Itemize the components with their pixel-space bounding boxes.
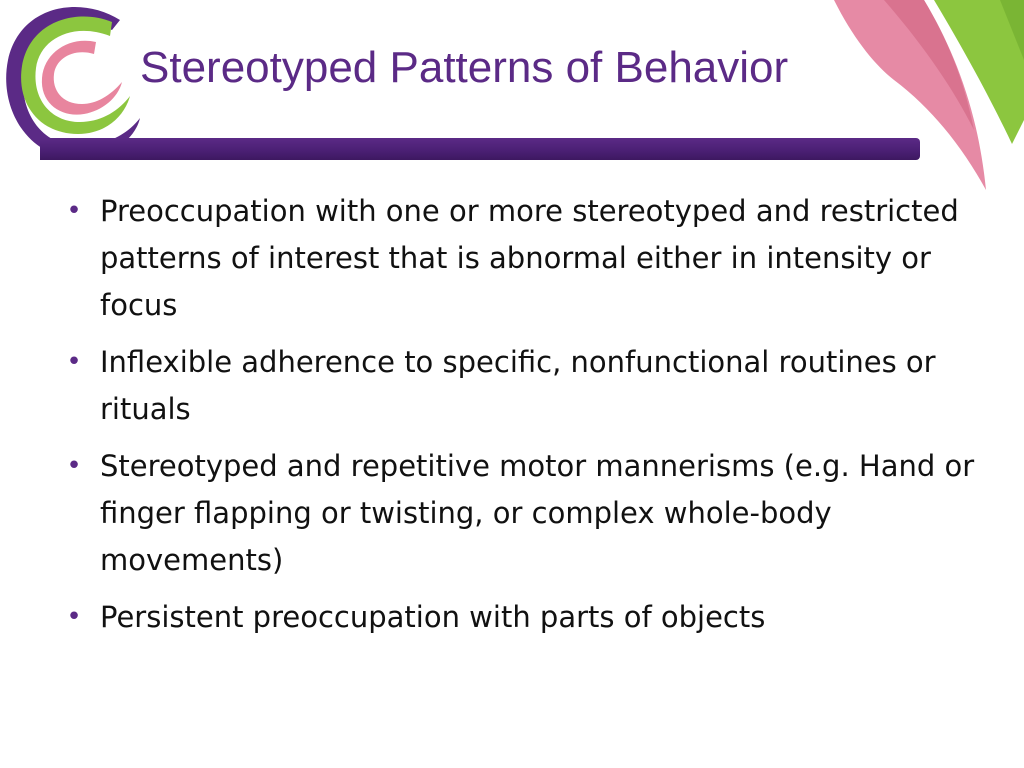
bullet-icon: • <box>66 347 82 377</box>
bullet-list <box>66 188 980 651</box>
bullet-text: Inflexible adherence to specific, nonfunctional routines or rituals <box>100 345 936 426</box>
list-item <box>66 443 980 584</box>
list-item <box>66 594 980 641</box>
list-item <box>66 188 980 329</box>
bullet-text: Persistent preoccupation with parts of objects <box>100 600 766 634</box>
bullet-text: Stereotyped and repetitive motor mannerisms (e.g. Hand or finger flapping or twisting, or complex whole-body movements) <box>100 449 975 577</box>
slide-title: Stereotyped Patterns of Behavior <box>140 43 789 92</box>
bullet-icon: • <box>66 196 82 226</box>
bullet-text: Preoccupation with one or more stereotyped and restricted patterns of interest that is abnormal either in intensity or focus <box>100 194 959 322</box>
bullet-icon: • <box>66 602 82 632</box>
bullet-icon: • <box>66 451 82 481</box>
title-underline-bar <box>40 138 920 160</box>
corner-ribbon-decoration <box>764 0 1024 210</box>
list-item <box>66 339 980 433</box>
